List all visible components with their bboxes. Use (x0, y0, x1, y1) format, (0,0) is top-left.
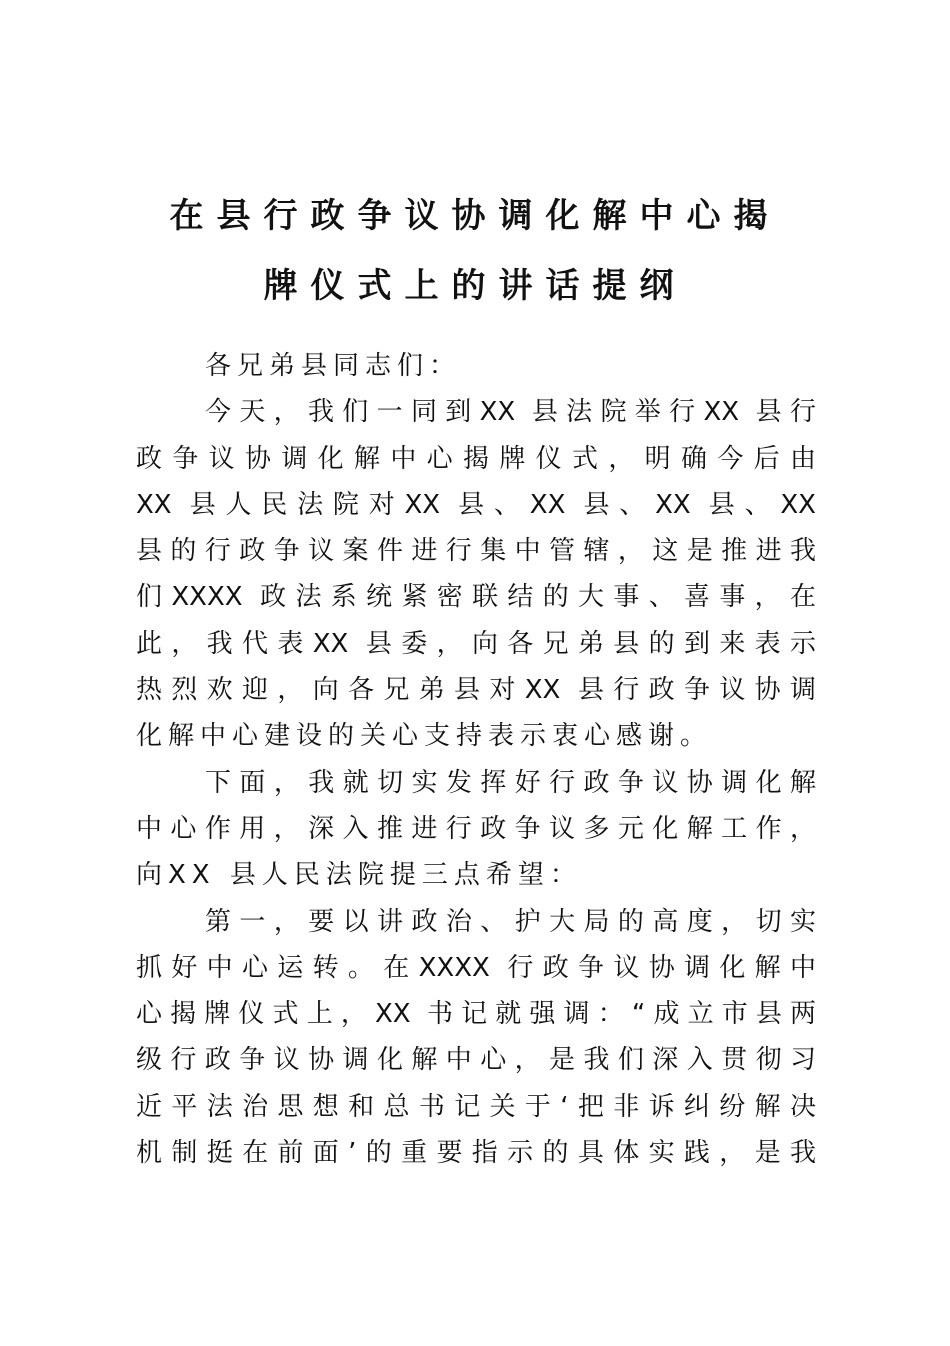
salutation: 各兄弟县同志们： (205, 351, 462, 381)
paragraph-line: 中心作用，深入推进行政争议多元化解工作， (136, 813, 816, 844)
paragraph-line: 心揭牌仪式上，XX 书记就强调：“成立市县两 (136, 999, 816, 1030)
paragraph-line: 第一，要以讲政治、护大局的高度，切实 (205, 906, 816, 937)
paragraph-line: 下面，我就切实发挥好行政争议协调化解 (205, 767, 816, 798)
paragraph-line: 近平法治思想和总书记关于‘把非诉纠纷解决 (136, 1091, 816, 1122)
paragraph-line: 抓好中心运转。在XXXX 行政争议协调化解中 (136, 952, 816, 983)
paragraph-line: 向XX 县人民法院提三点希望： (136, 860, 582, 891)
document-body (136, 343, 816, 1176)
paragraph-line: 今天，我们一同到XX 县法院举行XX 县行 (205, 397, 816, 428)
paragraph-line: 们XXXX 政法系统紧密联结的大事、喜事，在 (136, 582, 816, 613)
paragraph-line: 机制挺在前面’的重要指示的具体实践，是我 (136, 1138, 816, 1169)
document-title-line-2: 牌仪式上的讲话提纲 (263, 266, 687, 306)
paragraph-line: 级行政争议协调化解中心，是我们深入贯彻习 (136, 1045, 816, 1076)
paragraph-line: XX 县人民法院对XX 县、XX 县、XX 县、XX (136, 489, 816, 520)
paragraph-line: 化解中心建设的关心支持表示衷心感谢。 (136, 721, 713, 752)
document-title-line-1: 在县行政争议协调化解中心揭 (169, 196, 781, 236)
paragraph-line: 热烈欢迎，向各兄弟县对XX 县行政争议协调 (136, 675, 816, 706)
paragraph-line: 此，我代表XX 县委，向各兄弟县的到来表示 (136, 628, 816, 659)
paragraph-line: 县的行政争议案件进行集中管辖，这是推进我 (136, 536, 816, 567)
paragraph-line: 政争议协调化解中心揭牌仪式，明确今后由 (136, 443, 816, 474)
